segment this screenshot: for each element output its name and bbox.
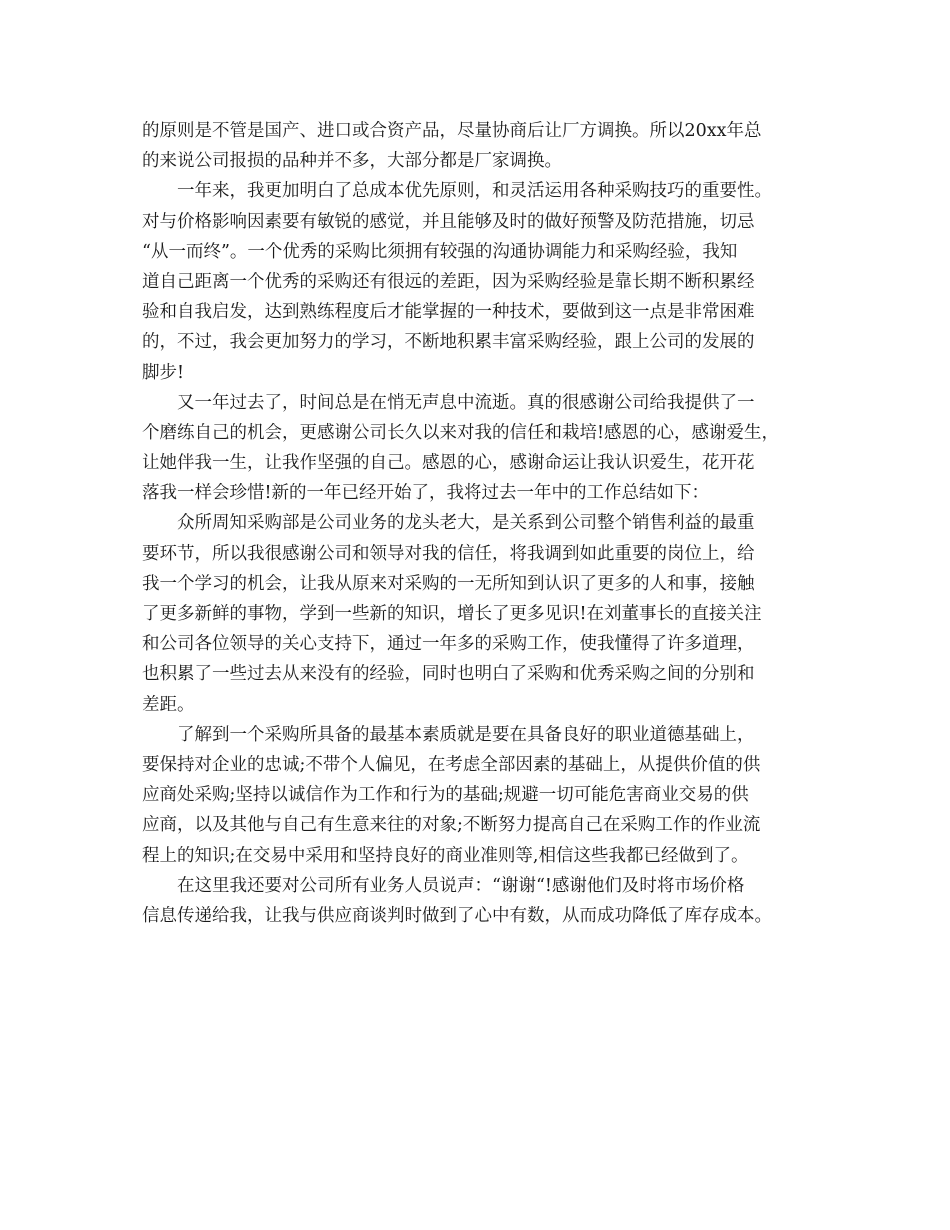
paragraph-first-line: 在这里我还要对公司所有业务人员说声：“谢谢“!感谢他们及时将市场价格: [177, 875, 745, 896]
text-line: 信息传递给我，让我与供应商谈判时做到了心中有数，从而成功降低了库存成本。: [142, 905, 772, 926]
text-line: 的，不过，我会更加努力的学习，不断地积累丰富采购经验，跟上公司的发展的: [142, 332, 755, 353]
text-line: 个磨练自己的机会，更感谢公司长久以来对我的信任和栽培!感恩的心，感谢爱生，: [142, 422, 780, 443]
text-line: 落我一样会珍惜!新的一年已经开始了，我将过去一年中的工作总结如下：: [142, 483, 710, 504]
text-line: 应商，以及其他与自己有生意来往的对象;不断努力提高自己在采购工作的作业流: [142, 815, 761, 836]
text-line: 的原则是不管是国产、进口或合资产品，尽量协商后让厂方调换。所以20xx年总: [142, 121, 762, 141]
text-line: 了更多新鲜的事物，学到一些新的知识，增长了更多见识!在刘董事长的直接关注: [142, 604, 762, 624]
text-line: 验和自我启发，达到熟练程度后才能掌握的一种技术，要做到这一点是非常困难: [142, 302, 755, 323]
text-line: 和公司各位领导的关心支持下，通过一年多的采购工作，使我懂得了许多道理，: [142, 634, 755, 655]
text-line: 脚步!: [142, 362, 185, 383]
text-line: 差距。: [142, 694, 195, 715]
text-line: “从一而终”。一个优秀的采购比须拥有较强的沟通协调能力和采购经验，我知: [142, 241, 738, 262]
text-line: 要环节，所以我很感谢公司和领导对我的信任，将我调到如此重要的岗位上，给: [142, 543, 755, 564]
paragraph-first-line: 了解到一个采购所具备的最基本素质就是要在具备良好的职业道德基础上，: [177, 724, 755, 745]
paragraph-first-line: 一年来，我更加明白了总成本优先原则，和灵活运用各种采购技巧的重要性。: [177, 181, 772, 202]
text-line: 程上的知识;在交易中采用和坚持良好的商业准则等,相信这些我都已经做到了。: [142, 845, 749, 866]
text-line: 的来说公司报损的品种并不多，大部分都是厂家调换。: [142, 151, 562, 172]
paragraph-first-line: 又一年过去了，时间总是在悄无声息中流逝。真的很感谢公司给我提供了一: [177, 392, 755, 413]
text-line: 道自己距离一个优秀的采购还有很远的差距，因为采购经验是靠长期不断积累经: [142, 271, 755, 292]
text-line: 要保持对企业的忠诚;不带个人偏见，在考虑全部因素的基础上，从提供价值的供: [142, 754, 761, 775]
text-line: 也积累了一些过去从来没有的经验，同时也明白了采购和优秀采购之间的分别和: [142, 664, 755, 685]
paragraph-first-line: 众所周知采购部是公司业务的龙头老大，是关系到公司整个销售利益的最重: [177, 513, 755, 534]
text-line: 对与价格影响因素要有敏锐的感觉，并且能够及时的做好预警及防范措施，切忌: [142, 211, 755, 232]
body-text: [142, 116, 822, 931]
text-line: 我一个学习的机会，让我从原来对采购的一无所知到认识了更多的人和事，接触: [142, 573, 755, 594]
text-line: 让她伴我一生，让我作坚强的自己。感恩的心，感谢命运让我认识爱生，花开花: [142, 453, 755, 474]
text-line: 应商处采购;坚持以诚信作为工作和行为的基础;规避一切可能危害商业交易的供: [142, 785, 749, 806]
